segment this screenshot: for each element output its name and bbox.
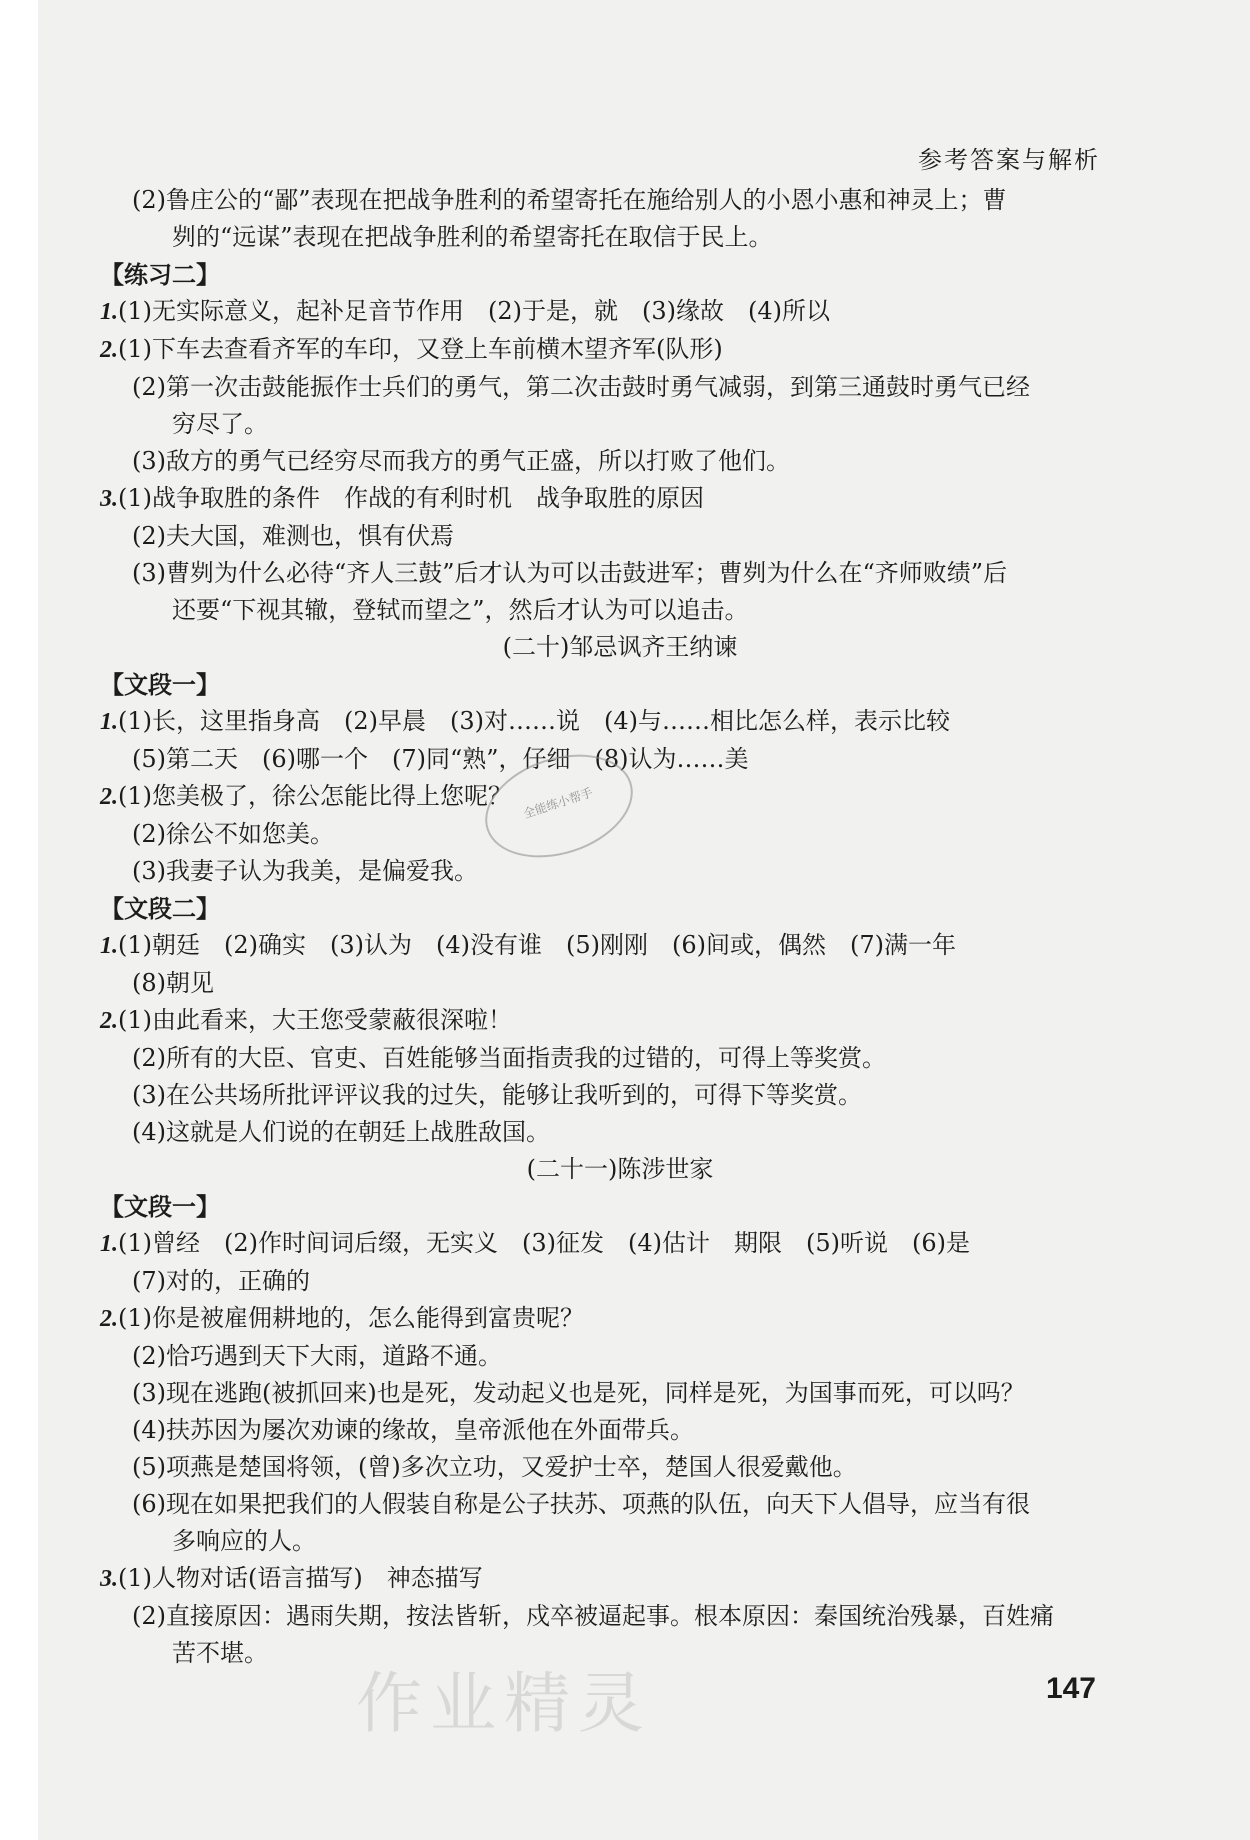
- answer-line: [100, 1523, 1140, 1560]
- line-text: (3)曹刿为什么必待“齐人三鼓”后才认为可以击鼓进军；曹刿为什么在“齐师败绩”后: [132, 559, 1008, 587]
- answer-line: [100, 1077, 1140, 1114]
- line-text: 【练习二】: [100, 260, 220, 289]
- line-text: 穷尽了。: [172, 410, 268, 438]
- question-number: 1.: [100, 933, 118, 959]
- answer-content: [100, 182, 1140, 1672]
- answer-line: [100, 369, 1140, 406]
- answer-line: [100, 1225, 1140, 1263]
- answer-line: [100, 219, 1140, 256]
- question-number: 1.: [100, 709, 118, 735]
- answer-line: [100, 331, 1140, 369]
- answer-line: [100, 1560, 1140, 1598]
- section-heading: [100, 890, 1140, 927]
- question-number: 3.: [100, 486, 118, 512]
- line-text: (5)项燕是楚国将领，(曾)多次立功，又爱护士卒，楚国人很爱戴他。: [132, 1453, 857, 1481]
- answer-line: [100, 518, 1140, 555]
- answer-line: [100, 1486, 1140, 1523]
- answer-line: [100, 443, 1140, 480]
- page-number: 147: [1045, 1672, 1096, 1705]
- answer-line: [100, 1263, 1140, 1300]
- answer-line: [100, 1598, 1140, 1635]
- answer-line: [100, 406, 1140, 443]
- section-heading: [100, 666, 1140, 703]
- question-number: 1.: [100, 299, 118, 325]
- answer-line: [100, 555, 1140, 592]
- running-header-title: 参考答案与解析: [918, 146, 1100, 174]
- line-text: (5)第二天 (6)哪一个 (7)同“熟”，仔细 (8)认为……美: [132, 745, 749, 773]
- line-text: (二十)邹忌讽齐王纳谏: [502, 633, 738, 661]
- line-text: (1)曾经 (2)作时间词后缀，无实义 (3)征发 (4)估计 期限 (5)听说 (6)是: [118, 1229, 970, 1257]
- line-text: (4)扶苏因为屡次劝谏的缘故，皇帝派他在外面带兵。: [132, 1416, 694, 1444]
- line-text: (二十一)陈涉世家: [526, 1155, 714, 1183]
- answer-line: [100, 1114, 1140, 1151]
- answer-line: [100, 1002, 1140, 1040]
- question-number: 2.: [100, 784, 118, 810]
- line-text: 刿的“远谋”表现在把战争胜利的希望寄托在取信于民上。: [172, 223, 773, 251]
- answer-line: [100, 927, 1140, 965]
- line-text: (8)朝见: [132, 969, 214, 997]
- document-page: [38, 0, 1250, 1840]
- section-heading: [100, 1188, 1140, 1225]
- line-text: (6)现在如果把我们的人假装自称是公子扶苏、项燕的队伍，向天下人倡导，应当有很: [132, 1490, 1030, 1518]
- line-text: (2)所有的大臣、官吏、百姓能够当面指责我的过错的，可得上等奖赏。: [132, 1044, 886, 1072]
- answer-line: [100, 1412, 1140, 1449]
- line-text: 【文段二】: [100, 894, 220, 923]
- line-text: (3)敌方的勇气已经穷尽而我方的勇气正盛，所以打败了他们。: [132, 447, 790, 475]
- section-title: [100, 629, 1140, 666]
- line-text: (1)由此看来，大王您受蒙蔽很深啦！: [118, 1006, 512, 1034]
- line-text: (2)直接原因：遇雨失期，按法皆斩，戍卒被逼起事。根本原因：秦国统治残暴，百姓痛: [132, 1602, 1054, 1630]
- line-text: (3)在公共场所批评评议我的过失，能够让我听到的，可得下等奖赏。: [132, 1081, 862, 1109]
- answer-line: [100, 182, 1140, 219]
- answer-line: [100, 1300, 1140, 1338]
- line-text: (1)你是被雇佣耕地的，怎么能得到富贵呢？: [118, 1304, 584, 1332]
- answer-line: [100, 293, 1140, 331]
- line-text: (1)下车去查看齐军的车印，又登上车前横木望齐军(队形): [118, 335, 723, 363]
- question-number: 2.: [100, 1008, 118, 1034]
- answer-line: [100, 965, 1140, 1002]
- answer-line: [100, 703, 1140, 741]
- line-text: 苦不堪。: [172, 1639, 268, 1667]
- line-text: (3)我妻子认为我美，是偏爱我。: [132, 857, 478, 885]
- section-title: [100, 1151, 1140, 1188]
- line-text: 还要“下视其辙，登轼而望之”，然后才认为可以追击。: [172, 596, 749, 624]
- answer-line: [100, 1338, 1140, 1375]
- line-text: (1)战争取胜的条件 作战的有利时机 战争取胜的原因: [118, 484, 704, 512]
- answer-line: [100, 1375, 1140, 1412]
- question-number: 2.: [100, 337, 118, 363]
- answer-line: [100, 853, 1140, 890]
- answer-line: [100, 480, 1140, 518]
- answer-line: [100, 1449, 1140, 1486]
- line-text: (1)人物对话(语言描写) 神态描写: [118, 1564, 483, 1592]
- line-text: (7)对的，正确的: [132, 1267, 310, 1295]
- line-text: (2)鲁庄公的“鄙”表现在把战争胜利的希望寄托在施给别人的小恩小惠和神灵上；曹: [132, 186, 1007, 214]
- line-text: (1)无实际意义，起补足音节作用 (2)于是，就 (3)缘故 (4)所以: [118, 297, 830, 325]
- question-number: 3.: [100, 1566, 118, 1592]
- stamp-text: 全能练小帮手: [521, 785, 595, 821]
- line-text: (2)第一次击鼓能振作士兵们的勇气，第二次击鼓时勇气减弱，到第三通鼓时勇气已经: [132, 373, 1030, 401]
- question-number: 1.: [100, 1231, 118, 1257]
- watermark: 作业精灵: [356, 1665, 652, 1742]
- section-heading: [100, 256, 1140, 293]
- line-text: 【文段一】: [100, 670, 220, 699]
- line-text: (4)这就是人们说的在朝廷上战胜敌国。: [132, 1118, 550, 1146]
- line-text: (1)长，这里指身高 (2)早晨 (3)对……说 (4)与……相比怎么样，表示比较: [118, 707, 950, 735]
- line-text: (2)徐公不如您美。: [132, 820, 334, 848]
- line-text: (1)您美极了，徐公怎能比得上您呢？: [118, 782, 512, 810]
- answer-line: [100, 592, 1140, 629]
- question-number: 2.: [100, 1306, 118, 1332]
- answer-line: [100, 1040, 1140, 1077]
- line-text: (2)恰巧遇到天下大雨，道路不通。: [132, 1342, 502, 1370]
- line-text: (2)夫大国，难测也，惧有伏焉: [132, 522, 454, 550]
- line-text: 多响应的人。: [172, 1527, 316, 1555]
- line-text: (1)朝廷 (2)确实 (3)认为 (4)没有谁 (5)刚刚 (6)间或，偶然 (7)满一年: [118, 931, 956, 959]
- line-text: (3)现在逃跑(被抓回来)也是死，发动起义也是死，同样是死，为国事而死，可以吗？: [132, 1379, 1025, 1407]
- line-text: 【文段一】: [100, 1192, 220, 1221]
